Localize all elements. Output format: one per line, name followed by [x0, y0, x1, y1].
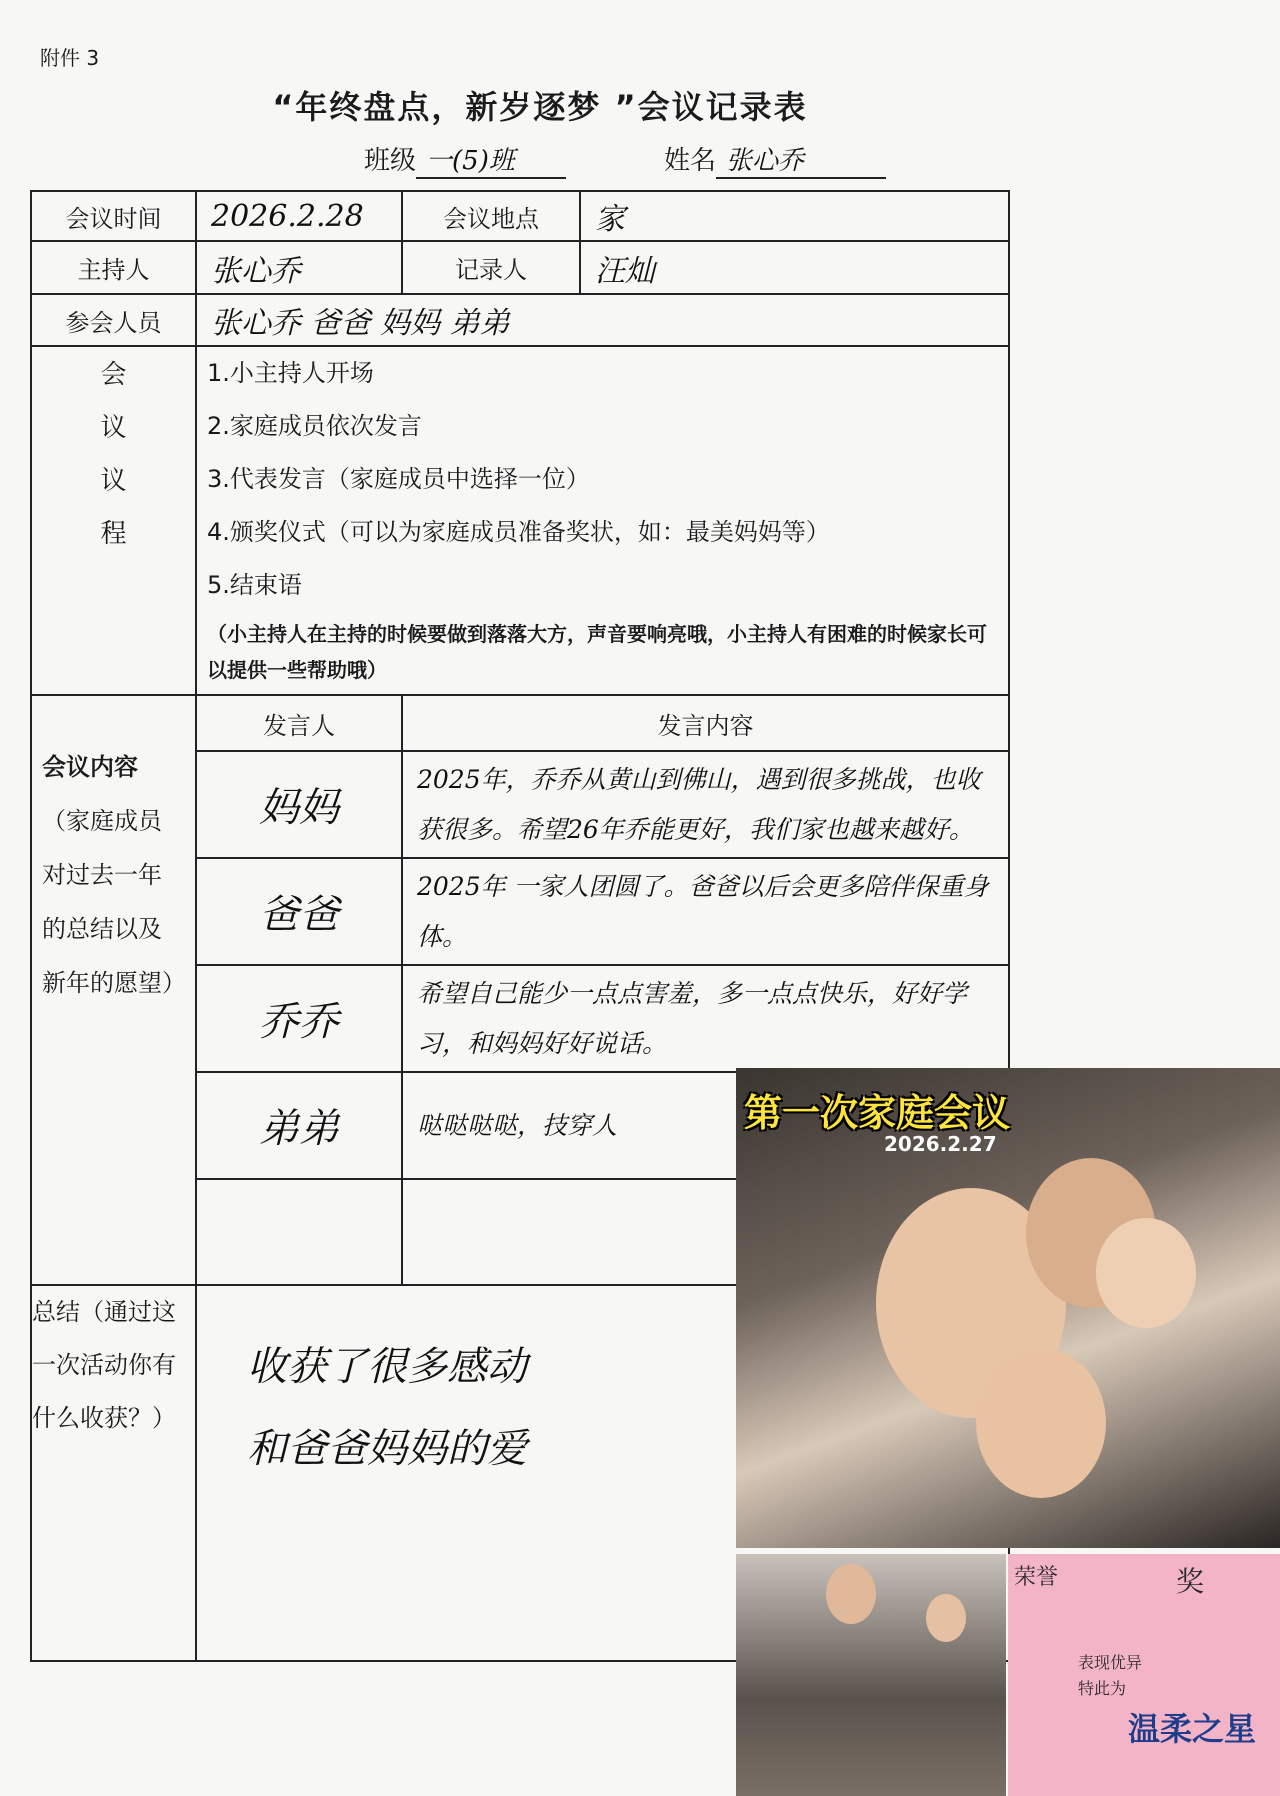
- attendees-value: 张心乔 爸爸 妈妈 弟弟: [196, 294, 1009, 346]
- time-value: 2026.2.28: [196, 191, 402, 241]
- agenda-note: （小主持人在主持的时候要做到落落大方，声音要响亮哦，小主持人有困难的时候家长可以提供一些帮助哦）: [207, 622, 987, 682]
- award-line: 特此为: [1078, 1679, 1127, 1698]
- content-label-title: 会议内容: [42, 753, 138, 781]
- speaker-cell: [196, 1179, 402, 1285]
- attendees-label: 参会人员: [31, 294, 196, 346]
- award-title-right: 奖: [1176, 1565, 1205, 1598]
- photo-banner: 第一次家庭会议: [744, 1091, 1011, 1135]
- summary-line: 收获了很多感动: [247, 1344, 527, 1390]
- agenda-item: 1.小主持人开场: [207, 359, 374, 387]
- summary-line: 和爸爸妈妈的爱: [247, 1426, 527, 1472]
- speaker-cell: 妈妈: [196, 751, 402, 858]
- agenda-label-char: 会: [100, 360, 127, 390]
- speech-cell: 2025年 一家人团圆了。爸爸以后会更多陪伴保重身体。: [402, 858, 1009, 965]
- class-value: 一(5)班: [416, 140, 566, 179]
- page-title: “年终盘点，新岁逐梦 ”会议记录表: [272, 88, 808, 126]
- mother-face: [826, 1564, 876, 1624]
- speaker-header: 发言人: [196, 695, 402, 751]
- class-field: [364, 140, 566, 179]
- recorder-value: 汪灿: [580, 241, 1009, 294]
- photo-date: 2026.2.27: [884, 1132, 997, 1156]
- daughter-face: [926, 1594, 966, 1642]
- baby-face: [1096, 1218, 1196, 1328]
- host-value: 张心乔: [196, 241, 402, 294]
- award-certificate-photo: [1008, 1554, 1280, 1796]
- agenda-item: 3.代表发言（家庭成员中选择一位）: [207, 465, 590, 493]
- agenda-label-char: 程: [100, 519, 127, 549]
- name-value: 张心乔: [716, 140, 886, 179]
- host-label: 主持人: [31, 241, 196, 294]
- recorder-label: 记录人: [402, 241, 580, 294]
- content-label: [31, 695, 196, 1285]
- award-headline: 温柔之星: [1128, 1710, 1257, 1748]
- speaker-cell: 乔乔: [196, 965, 402, 1072]
- agenda-content: [196, 346, 1009, 695]
- attachment-label: 附件 3: [40, 46, 100, 70]
- award-title-left: 荣誉: [1014, 1565, 1059, 1590]
- agenda-label-char: 议: [100, 466, 127, 496]
- place-value: 家: [580, 191, 1009, 241]
- speech-cell: 哒哒哒哒，技穿人: [402, 1072, 1009, 1179]
- award-line: 表现优异: [1078, 1653, 1143, 1672]
- agenda-item: 2.家庭成员依次发言: [207, 412, 422, 440]
- speaker-cell: 弟弟: [196, 1072, 402, 1179]
- class-label: 班级: [364, 146, 417, 176]
- content-label-desc: （家庭成员对过去一年的总结以及新年的愿望）: [42, 807, 186, 997]
- award-ceremony-photo: [736, 1554, 1006, 1796]
- speech-cell: 希望自己能少一点点害羞，多一点点快乐，好好学习，和妈妈好好说话。: [402, 965, 1009, 1072]
- family-photo: [736, 1068, 1280, 1548]
- agenda-item: 5.结束语: [207, 571, 302, 599]
- name-field: [664, 140, 886, 179]
- summary-label: 总结（通过这一次活动你有什么收获？）: [31, 1285, 196, 1661]
- daughter-face: [976, 1348, 1106, 1498]
- speech-cell: 2025年，乔乔从黄山到佛山，遇到很多挑战，也收获很多。希望26年乔能更好，我们家也越来越好。: [402, 751, 1009, 858]
- agenda-item: 4.颁奖仪式（可以为家庭成员准备奖状，如：最美妈妈等）: [207, 518, 830, 546]
- agenda-label-char: 议: [100, 413, 127, 443]
- agenda-label: [31, 346, 196, 695]
- time-label: 会议时间: [31, 191, 196, 241]
- speaker-cell: 爸爸: [196, 858, 402, 965]
- name-label: 姓名: [664, 146, 717, 176]
- place-label: 会议地点: [402, 191, 580, 241]
- speech-header: 发言内容: [402, 695, 1009, 751]
